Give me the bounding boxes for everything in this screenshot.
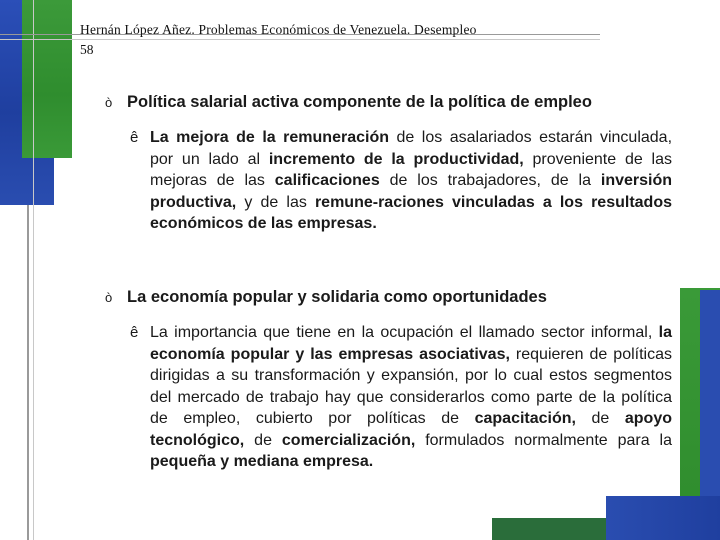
paragraph-run: La mejora de la remuneración [150,129,389,146]
section-heading [105,93,592,112]
corner-green-block [22,0,72,158]
bottom-right-blue-block [606,496,720,540]
arrow-down-icon: ò [105,290,113,305]
left-vertical-rule-light [33,0,34,540]
paragraph-run: remune-raciones vinculadas a los resultados económicos de las empresas. [150,193,672,232]
paragraph-text [150,322,672,473]
paragraph-run: inversión productiva, [150,172,673,211]
section-heading-text: La economía popular y solidaria como oportunidades [127,288,547,306]
paragraph-run: proveniente de las mejoras de las [150,150,673,189]
section-paragraph [130,322,672,473]
paragraph-run: comercialización, [281,431,416,449]
paragraph-run: calificaciones [274,172,380,189]
paragraph-run: pequeña y mediana empresa. [150,453,374,470]
section-heading [105,288,547,307]
section-paragraph [130,127,672,235]
section-heading-text: Política salarial activa componente de la política de empleo [127,93,592,111]
paragraph-run: y de las [236,193,315,211]
page-number: 58 [80,42,94,57]
paragraph-run: formulados normalmente para la [415,431,672,449]
paragraph-run: de [575,410,625,427]
paragraph-run: requieren de políticas dirigidas a su transformación y expansión, por lo cual estos segmentos del mercado de trabajo hay que considerarlos como parte de la política de empleo, cubierto por políticas de [150,345,672,427]
paragraph-run: capacitación, [474,410,576,427]
arrow-down-icon: ò [105,95,113,110]
header-rule-light [0,39,600,40]
arrow-right-icon: ê [130,129,139,146]
paragraph-run: la economía popular y las empresas asociativas, [150,324,672,363]
paragraph-run: incremento de la productividad, [268,150,524,168]
arrow-right-icon: ê [130,324,139,341]
bottom-right-dark-block [492,518,606,540]
paragraph-run: apoyo tecnológico, [150,410,672,449]
paragraph-run: La importancia que tiene en la ocupación el llamado sector informal, [150,324,659,341]
paragraph-text [150,127,672,235]
slide-header: Hernán López Añez. Problemas Económicos de Venezuela. Desempleo [80,22,477,37]
paragraph-run: de [244,431,282,449]
paragraph-run: de los asalariados estarán vinculada, por un lado al [150,129,673,168]
bottom-right-blue-strip [700,290,720,496]
paragraph-run: de los trabajadores, de la [379,172,601,189]
left-vertical-rule [27,205,29,540]
